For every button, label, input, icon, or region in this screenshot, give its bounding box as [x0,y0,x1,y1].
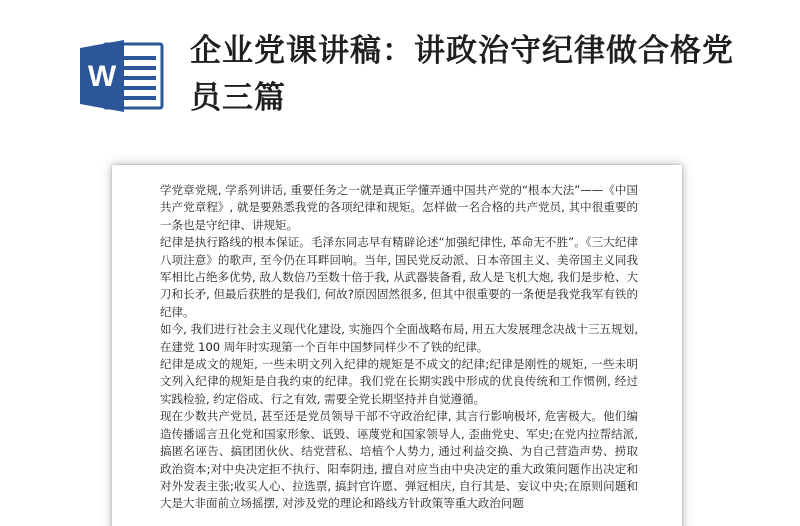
paragraph-3: 如今, 我们进行社会主义现代化建设, 实施四个全面战略布局, 用五大发展理念决战十三五规划, 在建党 100 周年时实现第一个百年中国梦同样少不了铁的纪律。 [160,322,638,354]
document-body [160,182,638,513]
word-icon [78,38,166,114]
paragraph-5: 现在少数共产党员, 甚至还是党员领导干部不守政治纪律, 其言行影响极坏, 危害极大。他们编造传播谣言丑化党和国家形象、诋毁、诬蔑党和国家领导人, 歪曲党史、军史;在党内拉帮结派, 搞匿名诬告、搞团团伙伙、结党营私、培植个人势力, 通过利益交换、为自己营造声势、捞取政治资本;对中央决定拒不执行、阳奉阴违, 擅自对应当由中央决定的重大政策问题作出决定和对外发表主张;收买人心、拉选票, 搞封官许愿、弹冠相庆, 自行其是、妄议中央;在原则问题和大是大非面前立场摇摆, 对涉及党的理论和路线方针政策等重大政治问题 [160,409,638,511]
word-icon-letter: W [87,60,117,93]
paragraph-2: 纪律是执行路线的根本保证。毛泽东同志早有精辟论述“加强纪律性, 革命无不胜”。《三大纪律八项注意》的歌声, 至今仍在耳畔回响。当年, 国民党反动派、日本帝国主义、美帝国主义同我军相比占绝多优势, 敌人数倍乃至数十倍于我, 从武器装备看, 敌人是飞机大炮, 我们是步枪、大刀和长矛, 但最后获胜的是我们, 何故?原因固然很多, 但其中很重要的一条便是我党我军有铁的纪律。 [160,235,638,319]
paragraph-4: 纪律是成文的规矩, 一些未明文列入纪律的规矩是不成文的纪律;纪律是刚性的规矩, 一些未明文列入纪律的规矩是自我约束的纪律。我们党在长期实践中形成的优良传统和工作惯例, 经过实践检验, 约定俗成、行之有效, 需要全党长期坚持并自觉遵循。 [160,357,638,406]
page-title: 企业党课讲稿：讲政治守纪律做合格党员三篇 [190,33,734,116]
document-page [112,165,682,526]
paragraph-1: 学党章党规, 学系列讲话, 重要任务之一就是真正学懂弄通中国共产党的“根本大法”——《中国共产党章程》, 就是要熟悉我党的各项纪律和规矩。怎样做一名合格的共产党员, 其中很重要的一条也是守纪律、讲规矩。 [160,183,638,232]
